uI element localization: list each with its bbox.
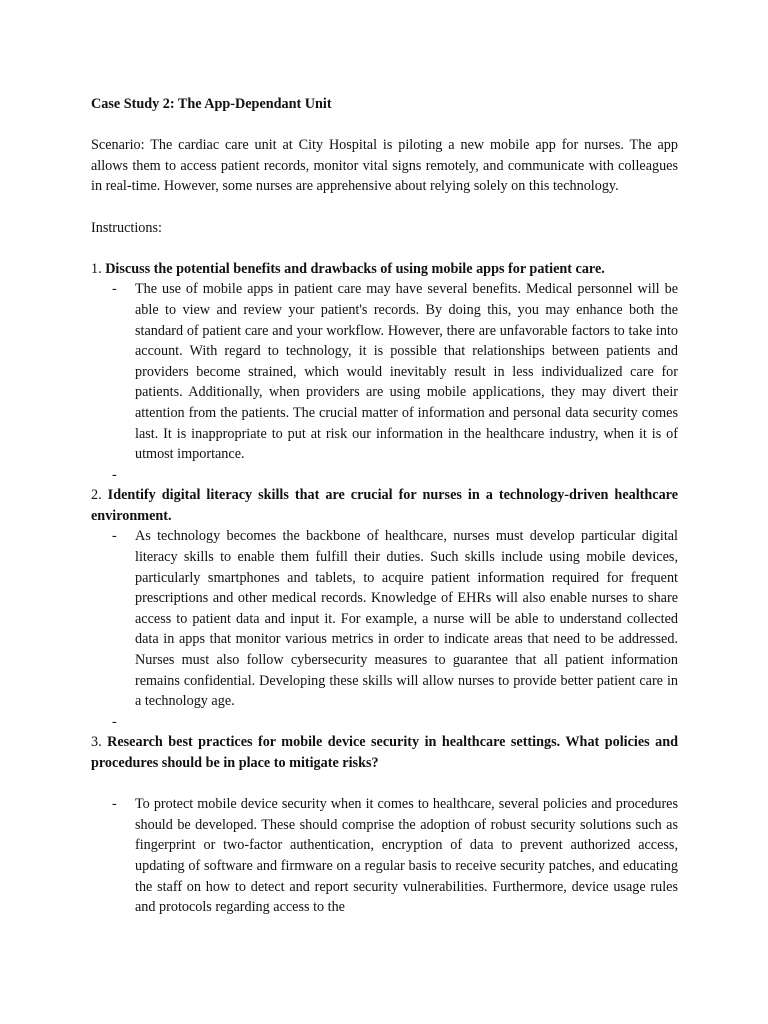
answer-2-text: As technology becomes the backbone of healthcare, nurses must develop particular digital literacy skills to enable them fulfill their duties. Such skills include using mobile devices, particularly smartphones and tablets, to acquire patient information required for frequent prescriptions and other medical records. Knowledge of EHRs will also enable nurses to share access to patient data and input it. For example, a nurse will be able to understand collected data in apps that monitor various metrics in order to indicate areas that need to be addressed. Nurses must also follow cybersecurity measures to guarantee that all patient information remains confidential. Developing these skills will allow nurses to provide better patient care in a technology age. (135, 528, 678, 710)
empty-bullet-2 (91, 712, 678, 733)
bullet-dash: - (112, 281, 117, 298)
question-1-number: 1. (91, 260, 102, 277)
answer-3 (91, 794, 678, 918)
answer-2 (91, 526, 678, 711)
question-3-text: Research best practices for mobile device security in healthcare settings. What policies and procedures should be in place to mitigate risks? (91, 734, 678, 771)
bullet-dash: - (112, 466, 117, 483)
question-2 (91, 485, 678, 526)
question-1-text: Discuss the potential benefits and drawbacks of using mobile apps for patient care. (105, 260, 605, 277)
bullet-dash: - (112, 713, 117, 730)
bullet-dash: - (112, 528, 117, 545)
question-2-text: Identify digital literacy skills that are crucial for nurses in a technology-driven healthcare environment. (91, 487, 679, 524)
answer-1 (91, 279, 678, 464)
bullet-dash: - (112, 796, 117, 813)
empty-bullet-1 (91, 465, 678, 486)
question-3 (91, 732, 678, 773)
document-page (91, 94, 678, 918)
question-3-number: 3. (91, 734, 102, 751)
answer-3-text: To protect mobile device security when it comes to healthcare, several policies and procedures should be developed. These should comprise the adoption of robust security solutions such as fingerprint or two-factor authentication, encryption of data to prevent authorized access, updating of software and firmware on a regular basis to receive security patches, and educating the staff on how to detect and report security vulnerabilities. Furthermore, device usage rules and protocols regarding access to the (135, 796, 678, 916)
scenario-paragraph: Scenario: The cardiac care unit at City Hospital is piloting a new mobile app for nurses. The app allows them to access patient records, monitor vital signs remotely, and communicate with colleagues in real-time. However, some nurses are apprehensive about relying solely on this technology. (91, 137, 678, 195)
question-2-number: 2. (91, 487, 102, 504)
question-1 (91, 259, 678, 280)
answer-1-text: The use of mobile apps in patient care may have several benefits. Medical personnel will be able to view and review your patient's records. By doing this, you may enhance both the standard of patient care and your workflow. However, there are unfavorable factors to take into account. With regard to technology, it is possible that relationships between patients and providers become strained, which would inevitably result in less individualized care for patients. Additionally, when providers are using mobile applications, they may divert their attention from the patients. The crucial matter of information and personal data security comes last. It is inappropriate to put at risk our information in the healthcare industry, when it is of utmost importance. (135, 281, 678, 463)
case-study-title: Case Study 2: The App-Dependant Unit (91, 96, 332, 112)
instructions-label: Instructions: (91, 219, 162, 236)
